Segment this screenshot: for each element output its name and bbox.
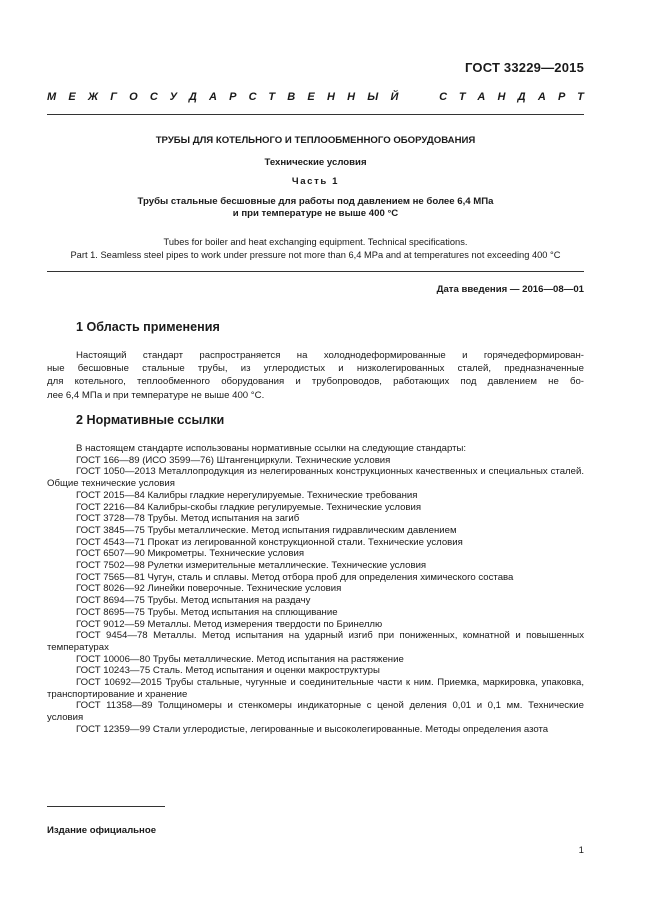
reference-item: ГОСТ 1050—2013 Металлопродукция из нелегированных конструкционных качественных и специальных сталей. Общие технические условия bbox=[47, 466, 584, 490]
document-title: ТРУБЫ ДЛЯ КОТЕЛЬНОГО И ТЕПЛООБМЕННОГО ОБОРУДОВАНИЯ bbox=[155, 135, 476, 146]
section-heading-references: 2 Нормативные ссылки bbox=[76, 413, 225, 427]
reference-item: ГОСТ 9454—78 Металлы. Метод испытания на ударный изгиб при пониженных, комнатной и повышенных температурах bbox=[47, 630, 584, 653]
interstate-standard-banner bbox=[47, 91, 596, 105]
header-rule bbox=[47, 114, 584, 115]
paragraph-line: Настоящий стандарт распространяется на холоднодеформированные и горячедеформирован- bbox=[76, 350, 584, 361]
introduction-date: Дата введения — 2016—08—01 bbox=[436, 284, 584, 295]
section-scope-body bbox=[47, 349, 584, 402]
paragraph-line: ные бесшовные стальные трубы, из углеродистых и низколегированных сталей, предназначенные bbox=[47, 363, 584, 375]
document-subtitle-line: Трубы стальные бесшовные для работы под давлением не более 6,4 МПа bbox=[137, 196, 494, 207]
paragraph-line: для котельного, теплообменного оборудования и трубопроводов, работающих под давлением не бо- bbox=[47, 376, 584, 388]
reference-item: ГОСТ 10692—2015 Трубы стальные, чугунные и соединительные части к ним. Приемка, маркировка, упаковка, транспортирование и хранение bbox=[47, 677, 584, 700]
reference-item: ГОСТ 2216—84 Калибры-скобы гладкие регулируемые. Технические условия bbox=[76, 501, 422, 513]
reference-item: ГОСТ 166—89 (ИСО 3599—76) Штангенциркули. Технические условия bbox=[76, 454, 391, 466]
reference-item: ГОСТ 3845—75 Трубы металлические. Метод испытания гидравлическим давлением bbox=[76, 524, 457, 536]
interstate-word: МЕЖГОСУДАРСТВЕННЫЙ bbox=[47, 91, 411, 103]
reference-item: ГОСТ 2015—84 Калибры гладкие нерегулируемые. Технические требования bbox=[76, 489, 418, 501]
reference-item: ГОСТ 8694—75 Трубы. Метод испытания на раздачу bbox=[76, 595, 311, 607]
english-title-line: Part 1. Seamless steel pipes to work under pressure not more than 6,4 MPa and at temperatures not exceeding 400 °С bbox=[70, 250, 561, 260]
reference-item: ГОСТ 9012—59 Металлы. Метод измерения твердости по Бринеллю bbox=[76, 618, 383, 630]
reference-item: ГОСТ 10006—80 Трубы металлические. Метод испытания на растяжение bbox=[76, 653, 404, 665]
reference-item: ГОСТ 7502—98 Рулетки измерительные металлические. Технические условия bbox=[76, 560, 427, 572]
document-subtitle-line: и при температуре не выше 400 °С bbox=[232, 208, 399, 219]
paragraph-line: лее 6,4 МПа и при температуре не выше 400 °С. bbox=[47, 389, 265, 401]
reference-item: ГОСТ 11358—89 Толщиномеры и стенкомеры индикаторные с ценой деления 0,01 и 0,1 мм. Технические условия bbox=[47, 700, 584, 724]
reference-item: ГОСТ 6507—90 Микрометры. Технические условия bbox=[76, 548, 305, 560]
footer-rule bbox=[47, 806, 165, 807]
references-intro: В настоящем стандарте использованы нормативные ссылки на следующие стандарты: bbox=[76, 443, 467, 454]
official-edition-label: Издание официальное bbox=[47, 825, 157, 836]
reference-item: ГОСТ 8695—75 Трубы. Метод испытания на сплющивание bbox=[76, 606, 338, 618]
page-number: 1 bbox=[578, 845, 584, 856]
standard-word: СТАНДАРТ bbox=[439, 91, 596, 103]
reference-item: ГОСТ 3728—78 Трубы. Метод испытания на загиб bbox=[76, 513, 300, 525]
references-list bbox=[47, 443, 584, 736]
document-spec-title: Технические условия bbox=[264, 157, 367, 168]
section-heading-scope: 1 Область применения bbox=[76, 320, 220, 334]
reference-item: ГОСТ 8026—92 Линейки поверочные. Технические условия bbox=[76, 583, 342, 595]
reference-item: ГОСТ 7565—81 Чугун, сталь и сплавы. Метод отбора проб для определения химического состава bbox=[76, 571, 514, 583]
reference-item: ГОСТ 10243—75 Сталь. Метод испытания и оценки макроструктуры bbox=[76, 665, 380, 677]
title-rule bbox=[47, 271, 584, 272]
english-title-line: Tubes for boiler and heat exchanging equipment. Technical specifications. bbox=[163, 237, 468, 247]
document-part-title: Часть 1 bbox=[291, 176, 340, 187]
reference-item: ГОСТ 4543—71 Прокат из легированной конструкционной стали. Технические условия bbox=[76, 536, 463, 548]
reference-item: ГОСТ 12359—99 Стали углеродистые, легированные и высоколегированные. Методы определения азота bbox=[76, 723, 549, 735]
standard-number: ГОСТ 33229—2015 bbox=[465, 60, 584, 75]
